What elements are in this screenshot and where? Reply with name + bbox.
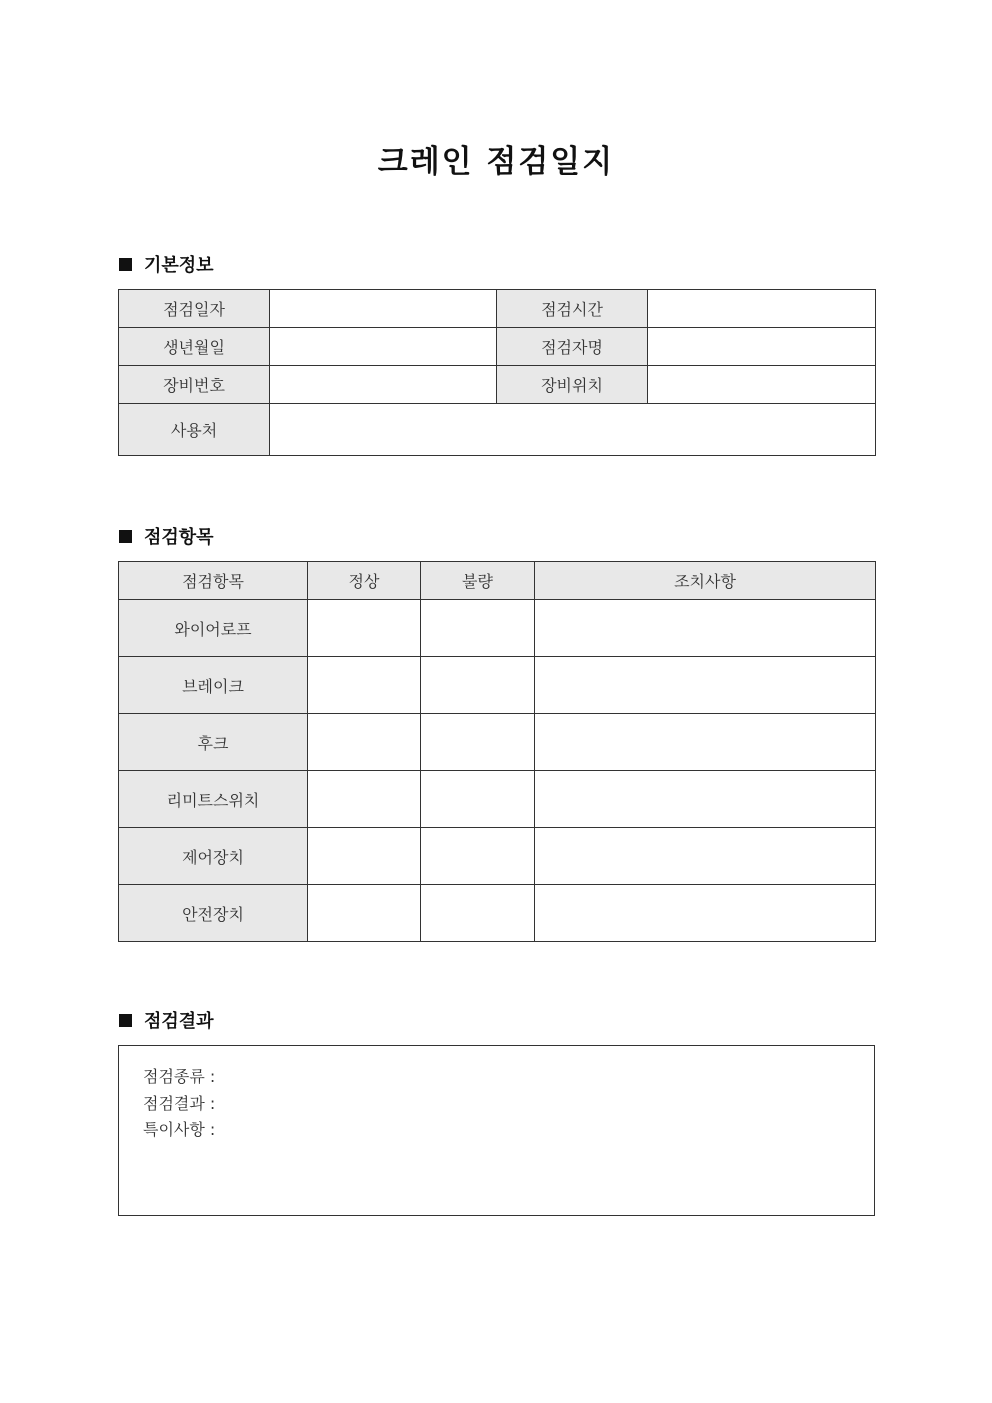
square-bullet-icon [119,258,132,271]
item-label: 와이어로프 [119,600,308,657]
section-heading-inspection-items [119,524,214,548]
normal-cell[interactable] [308,885,421,942]
basic-info-table [118,289,876,456]
column-header-normal: 정상 [308,562,421,600]
field-inspector-name[interactable] [648,328,876,366]
action-cell[interactable] [535,600,876,657]
label-equipment-location: 장비위치 [497,366,648,404]
section-heading-basic-info [119,252,214,276]
result-line-remarks: 특이사항 : [143,1120,216,1139]
item-label: 브레이크 [119,657,308,714]
normal-cell[interactable] [308,657,421,714]
label-inspection-date: 점검일자 [119,290,270,328]
defective-cell[interactable] [421,771,535,828]
column-header-defective: 불량 [421,562,535,600]
normal-cell[interactable] [308,828,421,885]
column-header-action: 조치사항 [535,562,876,600]
square-bullet-icon [119,530,132,543]
action-cell[interactable] [535,771,876,828]
inspection-result-box[interactable] [118,1045,875,1216]
defective-cell[interactable] [421,657,535,714]
label-inspection-time: 점검시간 [497,290,648,328]
section-heading-label: 기본정보 [144,255,214,276]
action-cell[interactable] [535,828,876,885]
column-header-item: 점검항목 [119,562,308,600]
item-label: 안전장치 [119,885,308,942]
field-equipment-location[interactable] [648,366,876,404]
table-row [119,828,876,885]
item-label: 후크 [119,714,308,771]
section-heading-label: 점검결과 [144,1011,214,1032]
table-row [119,714,876,771]
defective-cell[interactable] [421,885,535,942]
normal-cell[interactable] [308,714,421,771]
defective-cell[interactable] [421,714,535,771]
label-equipment-number: 장비번호 [119,366,270,404]
item-label: 리미트스위치 [119,771,308,828]
field-inspection-date[interactable] [270,290,497,328]
item-label: 제어장치 [119,828,308,885]
action-cell[interactable] [535,885,876,942]
action-cell[interactable] [535,714,876,771]
normal-cell[interactable] [308,600,421,657]
label-inspector-name: 점검자명 [497,328,648,366]
result-line-inspection-result: 점검결과 : [143,1094,216,1113]
result-line-inspection-type: 점검종류 : [143,1067,216,1086]
table-row [119,885,876,942]
table-row [119,600,876,657]
inspection-items-table [118,561,876,942]
defective-cell[interactable] [421,600,535,657]
field-inspection-time[interactable] [648,290,876,328]
field-birth-date[interactable] [270,328,497,366]
field-equipment-number[interactable] [270,366,497,404]
label-user-site: 사용처 [119,404,270,456]
table-row [119,657,876,714]
section-heading-inspection-result [119,1008,214,1032]
action-cell[interactable] [535,657,876,714]
normal-cell[interactable] [308,771,421,828]
field-user-site[interactable] [270,404,876,456]
table-row [119,771,876,828]
square-bullet-icon [119,1014,132,1027]
page-title: 크레인 점검일지 [377,144,615,180]
defective-cell[interactable] [421,828,535,885]
section-heading-label: 점검항목 [144,527,214,548]
label-birth-date: 생년월일 [119,328,270,366]
